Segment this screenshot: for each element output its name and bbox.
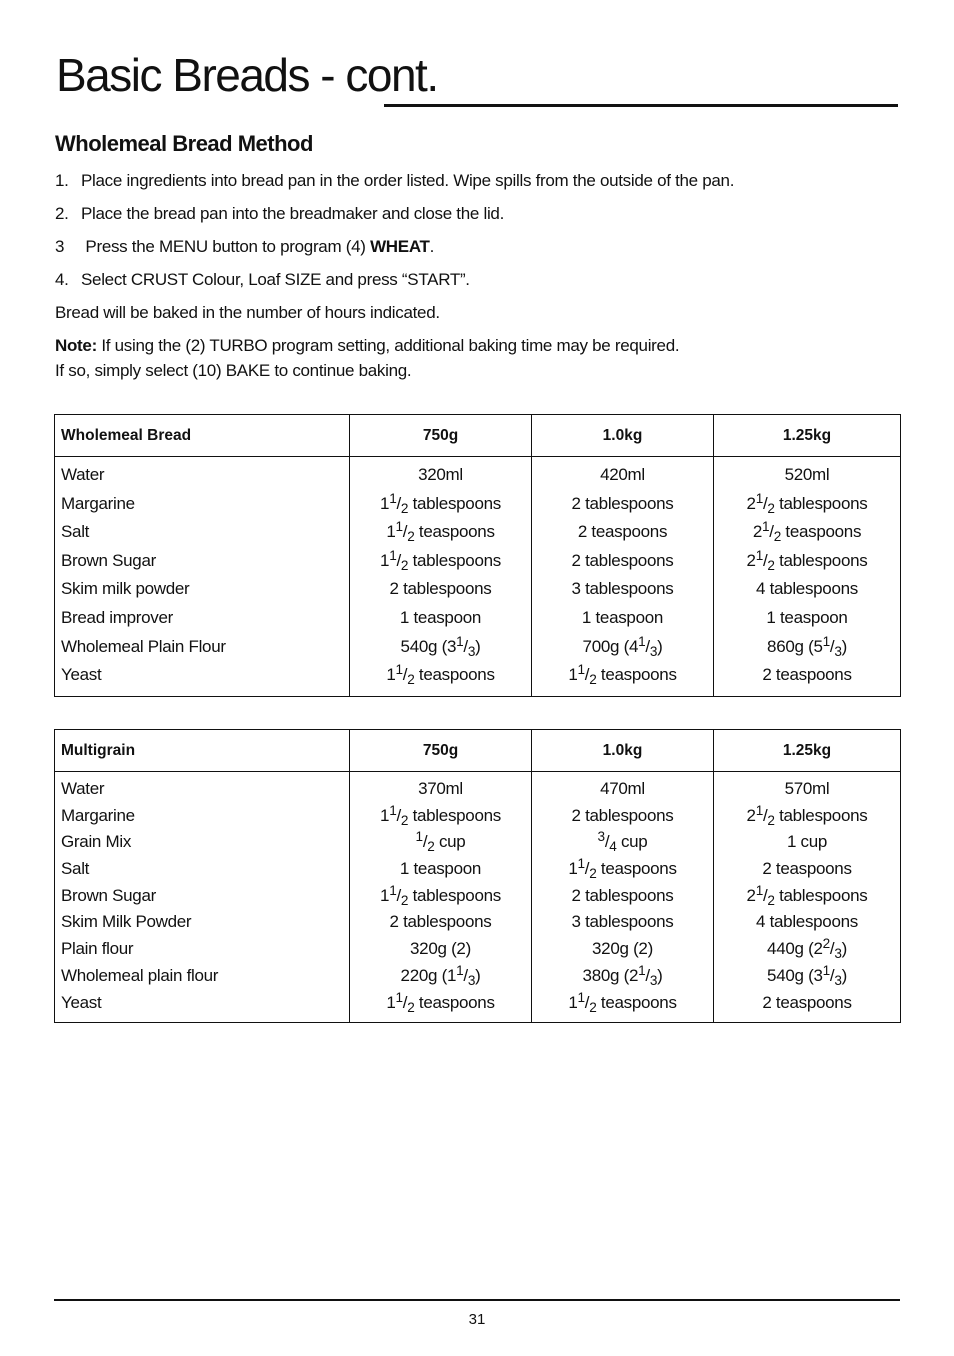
- quantity-cell: 2 teaspoons: [577, 522, 668, 542]
- quantity-cell: 570ml: [784, 779, 830, 798]
- turbo-note-line-2: If so, simply select (10) BAKE to continue baking.: [55, 361, 412, 380]
- ingredient-column: [55, 772, 350, 1023]
- quantity-cell: 2 tablespoons: [389, 912, 492, 932]
- ingredient-name: Yeast: [61, 992, 102, 1012]
- quantity-column-750g: [350, 772, 532, 1023]
- method-step-2: [55, 204, 504, 224]
- quantity-cell: $1^1/_2$ teaspoons: [386, 662, 495, 688]
- quantity-cell: 220g $(1^1/_3)$: [400, 962, 481, 988]
- quantity-cell: 700g $(4^1/_3)$: [582, 633, 663, 659]
- quantity-cell: 320ml: [418, 465, 463, 484]
- quantity-column-1-25kg: [714, 457, 901, 697]
- ingredient-name: Bread improver: [61, 607, 174, 627]
- column-header-1kg: 1.0kg: [532, 415, 714, 457]
- step-text: Press the MENU button to program (4): [81, 237, 371, 256]
- quantity-cell: 2 teaspoons: [762, 665, 852, 685]
- quantity-cell: 2 tablespoons: [571, 885, 674, 905]
- quantity-cell: $1^1/_2$ teaspoons: [568, 855, 677, 882]
- quantity-cell: $2^1/_2$ tablespoons: [746, 490, 868, 516]
- multigrain-table: [54, 729, 901, 1023]
- table-header-row: [55, 730, 901, 772]
- ingredient-name: Salt: [61, 522, 90, 542]
- quantity-cell: $1^1/_2$ tablespoons: [380, 490, 501, 516]
- quantity-cell: $1^1/_2$ teaspoons: [386, 989, 495, 1015]
- step-number: 4.: [55, 270, 69, 289]
- column-header-750g: 750g: [350, 415, 532, 457]
- quantity-cell: 440g $(2^2/_3)$: [767, 936, 847, 962]
- quantity-cell: 320g (2): [592, 939, 653, 959]
- quantity-cell: 2 tablespoons: [571, 550, 674, 570]
- quantity-column-1kg: [532, 772, 714, 1023]
- quantity-cell: 1 teaspoon: [766, 607, 848, 627]
- method-step-3: [55, 237, 434, 257]
- quantity-cell: 4 tablespoons: [756, 579, 858, 599]
- ingredient-name: Wholemeal plain flour: [61, 965, 219, 985]
- ingredient-name: Brown Sugar: [61, 550, 156, 570]
- footer-divider: [54, 1299, 900, 1301]
- table-body-row: [55, 457, 901, 697]
- quantity-cell: 380g $(2^1/_3)$: [582, 962, 663, 988]
- quantity-cell: $^3/_4$ cup: [597, 829, 648, 855]
- column-header-1kg: 1.0kg: [532, 730, 714, 772]
- quantity-cell: 320g (2): [410, 939, 471, 959]
- note-text: If using the (2) TURBO program setting, additional baking time may be required.: [96, 336, 680, 355]
- ingredient-name: Water: [61, 779, 105, 798]
- quantity-cell: 2 tablespoons: [571, 805, 674, 825]
- quantity-cell: $1^1/_2$ teaspoons: [568, 989, 677, 1015]
- ingredient-name: Margarine: [61, 493, 135, 513]
- quantity-cell: 1 teaspoon: [581, 607, 664, 627]
- quantity-cell: 2 tablespoons: [389, 579, 492, 599]
- quantity-cell: $1^1/_2$ tablespoons: [380, 802, 501, 828]
- quantity-cell: $2^1/_2$ teaspoons: [752, 519, 862, 545]
- method-step-4: [55, 270, 470, 290]
- wholemeal-bread-table: [54, 414, 901, 697]
- table-title: Wholemeal Bread: [55, 415, 350, 457]
- table-title: Multigrain: [55, 730, 350, 772]
- quantity-cell: 860g $(5^1/_3)$: [767, 633, 847, 659]
- quantity-cell: $1^1/_2$ tablespoons: [380, 547, 501, 573]
- table-header-row: [55, 415, 901, 457]
- method-step-1: [55, 171, 734, 191]
- ingredient-name: Water: [61, 465, 105, 484]
- step-number: 2.: [55, 204, 69, 223]
- ingredient-name: Grain Mix: [61, 832, 132, 852]
- baked-note: Bread will be baked in the number of hours indicated.: [55, 303, 440, 322]
- quantity-cell: 2 teaspoons: [762, 992, 852, 1012]
- quantity-cell: 1 teaspoon: [399, 859, 482, 879]
- quantity-cell: $1^1/_2$ teaspoons: [568, 662, 677, 688]
- step-text: Select CRUST Colour, Loaf SIZE and press “START”.: [81, 270, 470, 289]
- quantity-cell: $1^1/_2$ teaspoons: [386, 519, 495, 545]
- ingredient-name: Salt: [61, 859, 90, 879]
- quantity-cell: 2 teaspoons: [762, 859, 852, 879]
- column-header-1-25kg: 1.25kg: [714, 730, 901, 772]
- method-heading: Wholemeal Bread Method: [55, 131, 313, 156]
- step-number: 3: [55, 237, 65, 256]
- quantity-cell: $^1/_2$ cup: [415, 829, 466, 855]
- column-header-750g: 750g: [350, 730, 532, 772]
- ingredient-name: Skim milk powder: [61, 579, 190, 599]
- quantity-column-750g: [350, 457, 532, 697]
- ingredient-name: Margarine: [61, 805, 135, 825]
- page-number: 31: [468, 1311, 486, 1328]
- ingredient-name: Brown Sugar: [61, 885, 156, 905]
- ingredient-name: Yeast: [61, 665, 102, 685]
- ingredient-name: Plain flour: [61, 939, 134, 959]
- table-body-row: [55, 772, 901, 1023]
- quantity-cell: 2 tablespoons: [571, 493, 674, 513]
- quantity-cell: $2^1/_2$ tablespoons: [746, 547, 868, 573]
- quantity-cell: 420ml: [600, 465, 645, 484]
- quantity-cell: 4 tablespoons: [756, 912, 858, 932]
- quantity-cell: 1 teaspoon: [399, 607, 482, 627]
- quantity-cell: 1 cup: [786, 832, 828, 852]
- program-name: WHEAT: [370, 237, 430, 256]
- ingredient-column: [55, 457, 350, 697]
- note-label: Note:: [55, 336, 97, 355]
- quantity-cell: 470ml: [600, 779, 645, 798]
- step-text-end: .: [429, 237, 435, 256]
- ingredient-name: Skim Milk Powder: [61, 912, 192, 932]
- title-underline: [384, 104, 898, 107]
- column-header-1-25kg: 1.25kg: [714, 415, 901, 457]
- quantity-cell: $2^1/_2$ tablespoons: [746, 802, 868, 828]
- quantity-cell: 3 tablespoons: [571, 912, 674, 932]
- page-title: Basic Breads - cont.: [56, 49, 438, 101]
- step-text: Place the bread pan into the breadmaker and close the lid.: [81, 204, 504, 223]
- step-text: Place ingredients into bread pan in the order listed. Wipe spills from the outside of the pan.: [81, 171, 735, 190]
- quantity-cell: 540g $(3^1/_3)$: [767, 962, 847, 988]
- quantity-column-1-25kg: [714, 772, 901, 1023]
- quantity-cell: 520ml: [784, 465, 830, 484]
- quantity-cell: 370ml: [418, 779, 463, 798]
- ingredient-name: Wholemeal Plain Flour: [61, 636, 226, 656]
- step-number: 1.: [55, 171, 69, 190]
- quantity-cell: $1^1/_2$ tablespoons: [380, 882, 501, 908]
- quantity-cell: 540g $(3^1/_3)$: [400, 633, 481, 659]
- quantity-cell: $2^1/_2$ tablespoons: [746, 882, 868, 908]
- quantity-column-1kg: [532, 457, 714, 697]
- quantity-cell: 3 tablespoons: [571, 579, 674, 599]
- turbo-note: [55, 336, 679, 356]
